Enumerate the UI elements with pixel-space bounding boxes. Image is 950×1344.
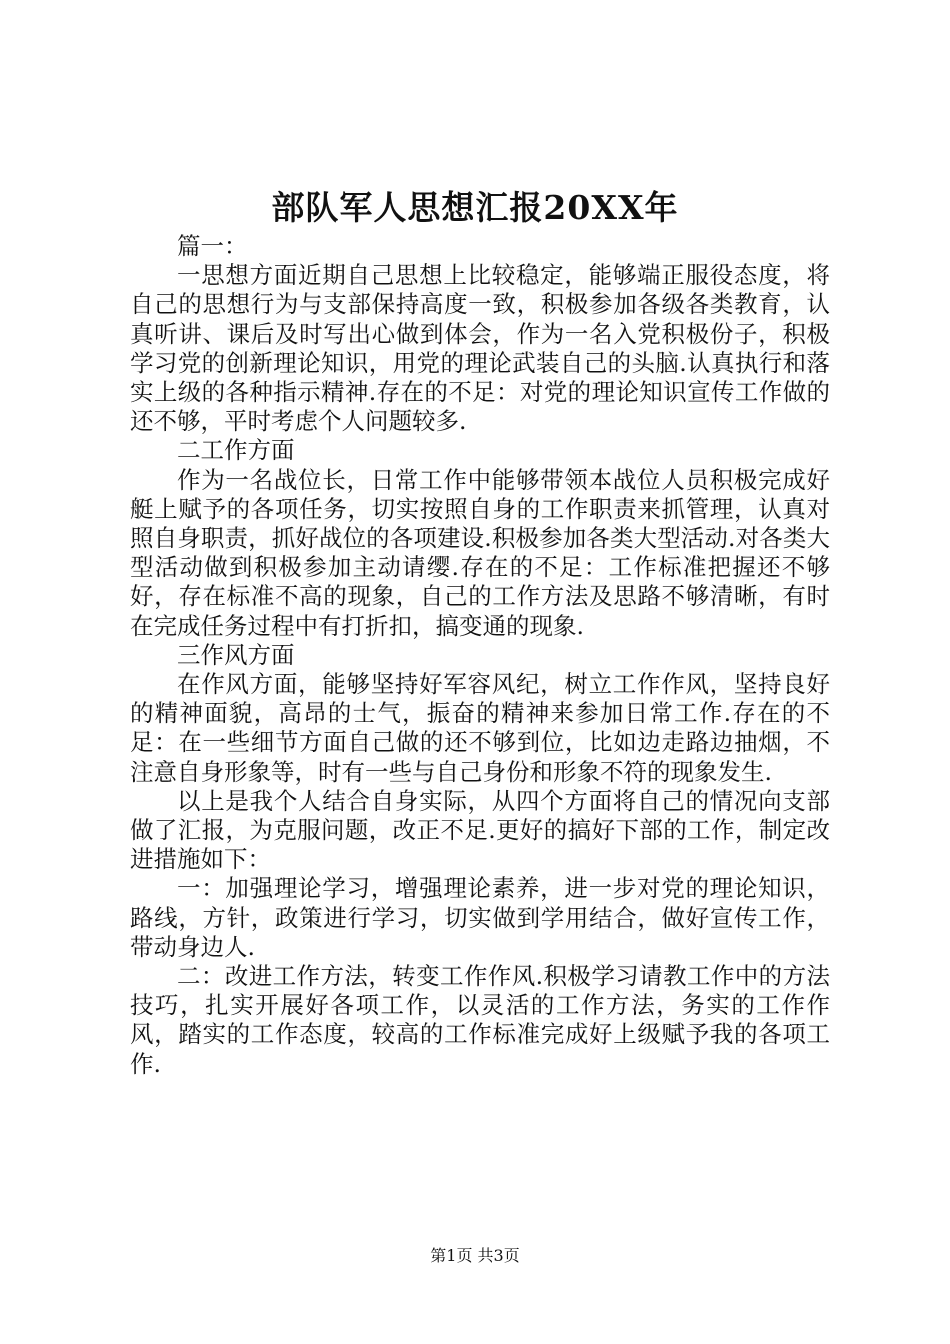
paragraph-section-label: 篇一：	[177, 232, 248, 260]
heading-style: 三作风方面	[177, 640, 295, 669]
paragraph-summary: 以上是我个人结合自身实际，从四个方面将自己的情况向支部做了汇报，为克服问题，改正不足.更好的搞好下部的工作，制定改进措施如下：	[130, 786, 830, 874]
paragraph-style: 在作风方面，能够坚持好军容风纪，树立工作作风，坚持良好的精神面貌，高昂的士气，振奋的精神来参加日常工作.存在的不足：在一些细节方面自己做的还不够到位，比如边走路边抽烟，不注意自身形象等，时有一些与自己身份和形象不符的现象发生.	[130, 670, 830, 786]
paragraph-measure-two: 二：改进工作方法，转变工作作风.积极学习请教工作中的方法技巧，扎实开展好各项工作，以灵活的工作方法，务实的工作作风，踏实的工作态度，较高的工作标准完成好上级赋予我的各项工作.	[130, 962, 830, 1078]
paragraph-work: 作为一名战位长，日常工作中能够带领本战位人员积极完成好艇上赋予的各项任务，切实按照自身的工作职责来抓管理，认真对照自身职责，抓好战位的各项建设.积极参加各类大型活动.对各类大型活动做到积极参加主动请缨.存在的不足：工作标准把握还不够好，存在标准不高的现象，自己的工作方法及思路不够清晰，有时在完成任务过程中有打折扣，搞变通的现象.	[130, 465, 830, 640]
heading-work: 二工作方面	[177, 436, 295, 465]
page-number-footer: 第1页 共3页	[430, 1246, 520, 1265]
document-title: 部队军人思想汇报20XX年	[271, 188, 679, 227]
document-body	[130, 232, 830, 1079]
paragraph-thought: 一思想方面近期自己思想上比较稳定，能够端正服役态度，将自己的思想行为与支部保持高度一致，积极参加各级各类教育，认真听讲、课后及时写出心做到体会，作为一名入党积极份子，积极学习党的创新理论知识，用党的理论武装自己的头脑.认真执行和落实上级的各种指示精神.存在的不足：对党的理论知识宣传工作做的还不够，平时考虑个人问题较多.	[130, 261, 830, 436]
paragraph-measure-one: 一：加强理论学习，增强理论素养，进一步对党的理论知识，路线，方针，政策进行学习，切实做到学用结合，做好宣传工作，带动身边人.	[130, 874, 830, 961]
